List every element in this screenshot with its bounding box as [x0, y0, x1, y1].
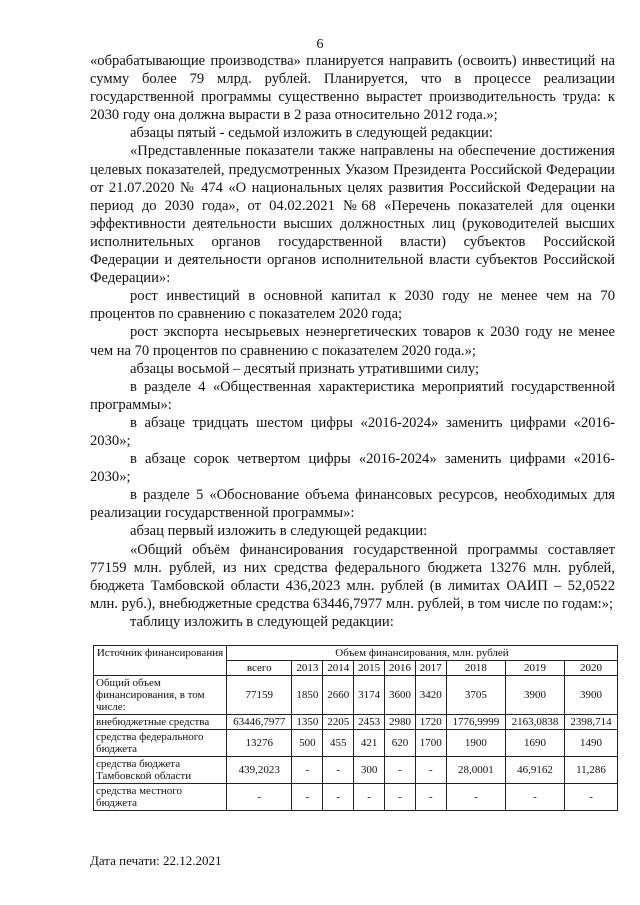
- table-cell: -: [505, 784, 564, 811]
- column-header: 2014: [323, 661, 354, 676]
- table-cell: 421: [354, 730, 385, 757]
- table-cell: -: [227, 784, 292, 811]
- column-header: 2018: [446, 661, 505, 676]
- table-cell: 28,0001: [446, 757, 505, 784]
- table-row: [94, 784, 618, 811]
- row-label: средства бюджета Тамбовской области: [94, 757, 227, 784]
- table-cell: 1900: [446, 730, 505, 757]
- table-cell: 2163,0838: [505, 715, 564, 730]
- paragraph: рост инвестиций в основной капитал к 2030 году не менее чем на 70 процентов по сравнению с показателем 2020 года;: [90, 288, 615, 323]
- document-body: [90, 52, 615, 631]
- table-cell: 3600: [385, 676, 416, 715]
- table-cell: 2205: [323, 715, 354, 730]
- row-label: Общий объем финансирования, в том числе:: [94, 676, 227, 715]
- print-date: Дата печати: 22.12.2021: [90, 853, 222, 868]
- source-column-header: Источник финансирования: [94, 646, 227, 676]
- table-cell: 2980: [385, 715, 416, 730]
- paragraph: «Общий объём финансирования государственной программы составляет 77159 млн. рублей, из них средства федерального бюджета 13276 млн. рублей, бюджета Тамбовской области 436,2023 млн. рублей (в лимитах ОАИП – 52,0522 млн. руб.), внебюджетные средства 63446,7977 млн. рублей, в том числе по годам:»;: [90, 541, 615, 612]
- paragraph: в разделе 5 «Обоснование объема финансовых ресурсов, необходимых для реализации государственной программы»:: [90, 487, 615, 522]
- paragraph: абзацы пятый - седьмой изложить в следующей редакции:: [130, 125, 493, 142]
- table-cell: 2660: [323, 676, 354, 715]
- table-cell: 1720: [415, 715, 446, 730]
- table-cell: 1490: [565, 730, 618, 757]
- table-cell: 3174: [354, 676, 385, 715]
- table-cell: 2453: [354, 715, 385, 730]
- table-cell: -: [292, 784, 323, 811]
- table-cell: -: [415, 784, 446, 811]
- table-cell: 3705: [446, 676, 505, 715]
- table-cell: 63446,7977: [227, 715, 292, 730]
- table-cell: -: [323, 757, 354, 784]
- table-cell: 3420: [415, 676, 446, 715]
- column-header: 2019: [505, 661, 564, 676]
- paragraph: рост экспорта несырьевых неэнергетических товаров к 2030 году не менее чем на 70 процентов по сравнению с показателем 2020 года.»;: [90, 324, 615, 359]
- financing-group-header: Объем финансирования, млн. рублей: [227, 646, 618, 661]
- row-label: внебюджетные средства: [94, 715, 227, 730]
- paragraph: таблицу изложить в следующей редакции:: [130, 613, 394, 630]
- table-row: [94, 730, 618, 757]
- paragraph: абзац первый изложить в следующей редакции:: [130, 523, 428, 540]
- table-cell: -: [385, 757, 416, 784]
- column-header: 2013: [292, 661, 323, 676]
- table-cell: 77159: [227, 676, 292, 715]
- table-cell: -: [354, 784, 385, 811]
- table-cell: -: [385, 784, 416, 811]
- table-cell: 3900: [565, 676, 618, 715]
- table-cell: 13276: [227, 730, 292, 757]
- table-cell: -: [292, 757, 323, 784]
- column-header: 2015: [354, 661, 385, 676]
- table-cell: 439,2023: [227, 757, 292, 784]
- table-cell: 1690: [505, 730, 564, 757]
- table-cell: 11,286: [565, 757, 618, 784]
- column-header: 2016: [385, 661, 416, 676]
- table-row: [94, 676, 618, 715]
- table-cell: 1700: [415, 730, 446, 757]
- table-cell: -: [415, 757, 446, 784]
- paragraph: в абзаце тридцать шестом цифры «2016-2024» заменить цифрами «2016-2030»;: [90, 414, 615, 449]
- table-cell: 300: [354, 757, 385, 784]
- table-cell: 2398,714: [565, 715, 618, 730]
- page-number: 6: [316, 37, 324, 52]
- table-cell: 1350: [292, 715, 323, 730]
- table-cell: -: [446, 784, 505, 811]
- column-header: 2017: [415, 661, 446, 676]
- table-cell: -: [565, 784, 618, 811]
- paragraph: абзацы восьмой – десятый признать утратившими силу;: [130, 360, 480, 377]
- paragraph: в абзаце сорок четвертом цифры «2016-2024» заменить цифрами «2016-2030»;: [90, 451, 615, 486]
- paragraph: «Представленные показатели также направлены на обеспечение достижения целевых показателей, предусмотренных Указом Президента Российской Федерации от 21.07.2020 № 474 «О национальных целях развития Российской Федерации на период до 2030 года», от 04.02.2021 №68 «Перечень показателей для оценки эффективности деятельности высших должностных лиц (руководителей высших исполнительных органов государственной власти) субъектов Российской Федерации и деятельности органов исполнительной власти субъектов Российской Федерации»:: [90, 143, 615, 287]
- table-cell: 1850: [292, 676, 323, 715]
- table-cell: 3900: [505, 676, 564, 715]
- column-header: всего: [227, 661, 292, 676]
- paragraph: «обрабатывающие производства» планируется направить (освоить) инвестиций на сумму более 79 млрд. рублей. Планируется, что в процессе реализации государственной программы существенно вырастет производительность труда: к 2030 году она должна вырасти в 2 раза относительно 2012 года.»;: [90, 53, 615, 124]
- table-row: [94, 715, 618, 730]
- table-cell: 46,9162: [505, 757, 564, 784]
- table-cell: 620: [385, 730, 416, 757]
- table-cell: 455: [323, 730, 354, 757]
- column-header: 2020: [565, 661, 618, 676]
- paragraph: в разделе 4 «Общественная характеристика мероприятий государственной программы»:: [90, 378, 615, 413]
- row-label: средства федерального бюджета: [94, 730, 227, 757]
- table-row: [94, 757, 618, 784]
- financing-table: [93, 645, 618, 811]
- table-cell: -: [323, 784, 354, 811]
- table-header-row: [94, 646, 618, 661]
- row-label: средства местного бюджета: [94, 784, 227, 811]
- table-cell: 500: [292, 730, 323, 757]
- table-cell: 1776,9999: [446, 715, 505, 730]
